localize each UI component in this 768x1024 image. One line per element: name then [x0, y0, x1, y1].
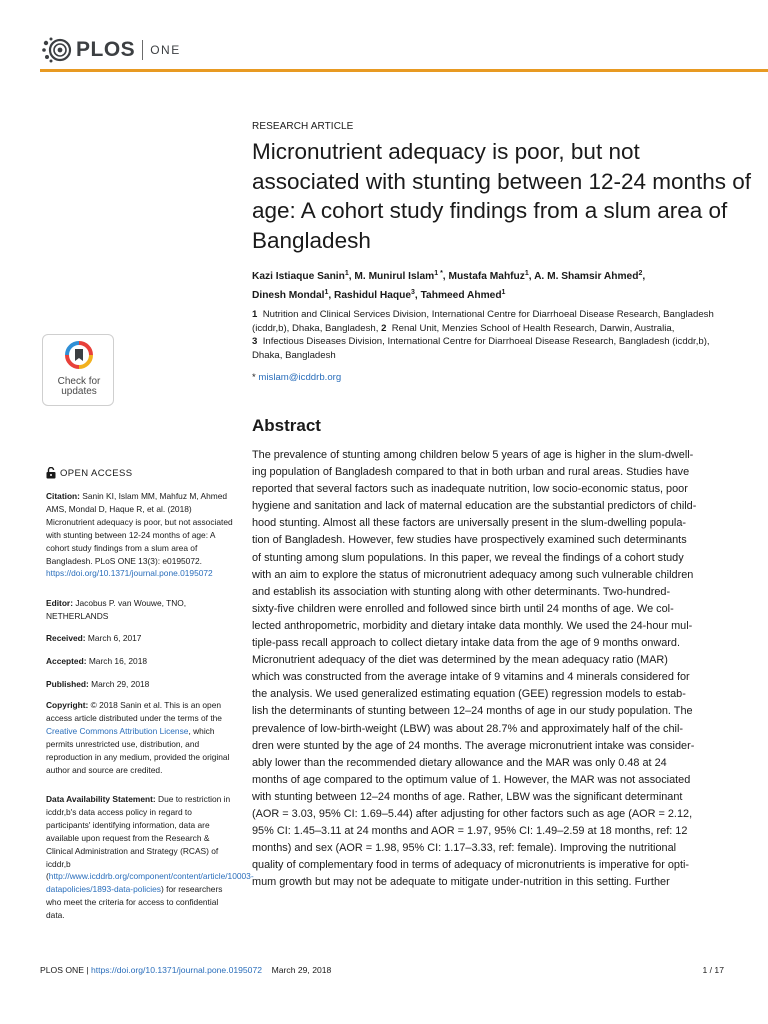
citation-doi-link[interactable]: https://doi.org/10.1371/journal.pone.0195072	[46, 568, 213, 579]
editor-block: Editor: Jacobus P. van Wouwe, TNO, NETHERLANDS	[46, 598, 187, 621]
data-availability-block: Data Availability Statement: Due to restriction in icddr,b's data access policy in regard to participants' identifying information, data are available upon request from the Research & Clinical Administration and Strategy (RCAS) of icddr,b (http://www.icddrb.org/component/content/article/10003-datapolicies/1893-data-policies) for researchers who meet the criteria for access to confidential data.	[46, 794, 254, 921]
author-affiliation-sup: 1	[344, 270, 349, 277]
author-name: Kazi Istiaque Sanin	[252, 271, 345, 282]
affiliations	[252, 308, 722, 362]
citation-block: Citation: Sanin KI, Islam MM, Mahfuz M, Ahmed AMS, Mondal D, Haque R, et al. (2018) Micronutrient adequacy is poor, but not associated with stunting between 12-24 months of age: A cohort study findings from a slum area of Bangladesh. PLoS ONE 13(3): e0195072. https://doi.org/10.1371/journal.pone.0195072	[46, 491, 233, 579]
plos-one-logo[interactable]	[40, 33, 181, 67]
open-access-label: OPEN ACCESS	[46, 467, 133, 479]
plos-logo-icon	[40, 35, 74, 65]
author-affiliation-sup: 1	[501, 289, 506, 296]
author-affiliation-sup: 1	[324, 289, 329, 296]
footer-doi-link[interactable]: https://doi.org/10.1371/journal.pone.0195072	[90, 965, 263, 975]
corresponding-author	[252, 372, 341, 383]
page-footer: PLOS ONE | https://doi.org/10.1371/journal.pone.0195072 March 29, 2018 1 / 17	[40, 965, 724, 975]
copyright-block: Copyright: © 2018 Sanin et al. This is an open access article distributed under the terms of the Creative Commons Attribution License, which permits unrestricted use, distribution, and reproduction in any medium, provided the original author and source are credited.	[46, 700, 230, 775]
logo-divider	[142, 40, 143, 60]
author-name: Rashidul Haque	[334, 290, 412, 301]
author-affiliation-sup: 1	[524, 270, 529, 277]
author-list: Kazi Istiaque Sanin$^1$, M. Munirul Islam$^{1 *}$, Mustafa Mahfuz$^1$, A. M. Shamsir Ahmed$^2$, Dinesh Mondal$^1$, Rashidul Haque$^3$, Tahmeed Ahmed$^1$	[252, 270, 646, 301]
affiliation-number: 3	[252, 336, 258, 348]
footer-journal: PLOS ONE	[40, 965, 84, 975]
page-number: 1 / 17	[702, 965, 724, 975]
affiliation-number: 2	[381, 322, 387, 334]
article-title: Micronutrient adequacy is poor, but not associated with stunting between 12-24 months of age: A cohort study findings from a slum area of Bangladesh	[252, 139, 752, 253]
author-affiliation-sup: 3	[411, 289, 415, 296]
article-type: RESEARCH ARTICLE	[252, 121, 354, 132]
logo-text: PLOS	[76, 38, 136, 61]
author-affiliation-sup: 1 *	[434, 270, 443, 277]
footer-date: March 29, 2018	[271, 965, 332, 975]
corresponding-mark: *	[252, 372, 256, 383]
affiliation-number: 1	[252, 309, 258, 320]
data-policy-link[interactable]: http://www.icddrb.org/component/content/article/10003-datapolicies/1893-data-policies	[46, 871, 254, 895]
header-rule	[40, 69, 768, 72]
author-name: Dinesh Mondal	[252, 290, 325, 301]
abstract-text: The prevalence of stunting among children below 5 years of age is higher in the slum-dwell- ing population of Bangladesh compared to that in both urban and rural areas. Studies have reported that several factors such as inadequate nutrition, low socio-economic status, poor hygiene and sanitation and lack of maternal education are the substantial predictors of child- hood stunting. Almost all these factors are universally present in the slum-dwelling popula- tion of Bangladesh. However, few studies have prospectively examined such determinants of stunting among slum populations. In this paper, we reveal the findings of a cohort study with an aim to explore the status of micronutrient adequacy among such vulnerable children and establish its association with stunting along with other determinants. Two-hundred- sixty-five children were enrolled and followed since birth until 24 months of age. We col- lected anthropometric, morbidity and dietary intake data monthly. We used the 24-hour mul- tiple-pass recall approach to collect dietary intake data from the age of 9 months onward. Micronutrient adequacy of the diet was determined by the mean adequacy ratio (MAR) which was constructed from the average intake of 9 vitamins and 4 minerals considered for the analysis. We used generalized estimating equation (GEE) regression models to estab- lish the determinants of stunting between 12–24 months of age in our study population. The prevalence of low-birth-weight (LBW) was about 28.7% and approximately half of the chil- dren were stunted by the age of 24 months. The average micronutrient intake was consider- ably lower than the recommended dietary allowance and the MAR was only 0.48 at 24 months of age compared to the optimum value of 1. However, the MAR was not associated with stunting between 12–24 months of age. Rather, LBW was the significant determinant (AOR = 3.03, 95% CI: 1.69–5.44) after adjusting for other factors such as age (AOR = 2.12, 95% CI: 1.45–3.11 at 24 months and AOR = 1.97, 95% CI: 1.49–2.59 at 18 months, ref: 12 months) and sex (AOR = 1.98, 95% CI: 1.17–3.33, ref: female). Improving the nutritional quality of complementary food in terms of adequacy of micronutrients is imperative for opti- mum growth but may not be adequate to mitigate under-nutrition in this setting. Further	[252, 449, 697, 889]
author-name: A. M. Shamsir Ahmed	[534, 271, 639, 282]
author-name: Tahmeed Ahmed	[420, 290, 502, 301]
check-for-updates-icon	[65, 341, 93, 369]
affiliation-text: Renal Unit, Menzies School of Health Research, Darwin, Australia,	[391, 322, 675, 334]
logo-journal: ONE	[150, 43, 181, 57]
abstract-heading: Abstract	[252, 416, 321, 435]
affiliation-text: Nutrition and Clinical Services Division, International Centre for Diarrhoeal Disease Research, Bangladesh (icddr,b), Dhaka, Bangladesh,	[252, 309, 714, 334]
corresponding-email-link[interactable]: mislam@icddrb.org	[258, 372, 342, 383]
open-lock-icon	[46, 467, 56, 479]
accepted-block: Accepted: March 16, 2018	[46, 656, 148, 666]
received-block: Received: March 6, 2017	[46, 633, 142, 643]
badge-label: Check for updates	[57, 376, 101, 397]
check-for-updates-badge[interactable]	[42, 334, 114, 406]
author-affiliation-sup: 2	[638, 270, 643, 277]
published-block: Published: March 29, 2018	[46, 679, 150, 689]
affiliation-text: Infectious Diseases Division, International Centre for Diarrhoeal Disease Research, Bangladesh (icddr,b), Dhaka, Bangladesh	[252, 336, 710, 361]
author-name: M. Munirul Islam	[354, 271, 435, 282]
license-link[interactable]: Creative Commons Attribution License	[46, 725, 189, 736]
author-name: Mustafa Mahfuz	[448, 271, 525, 282]
